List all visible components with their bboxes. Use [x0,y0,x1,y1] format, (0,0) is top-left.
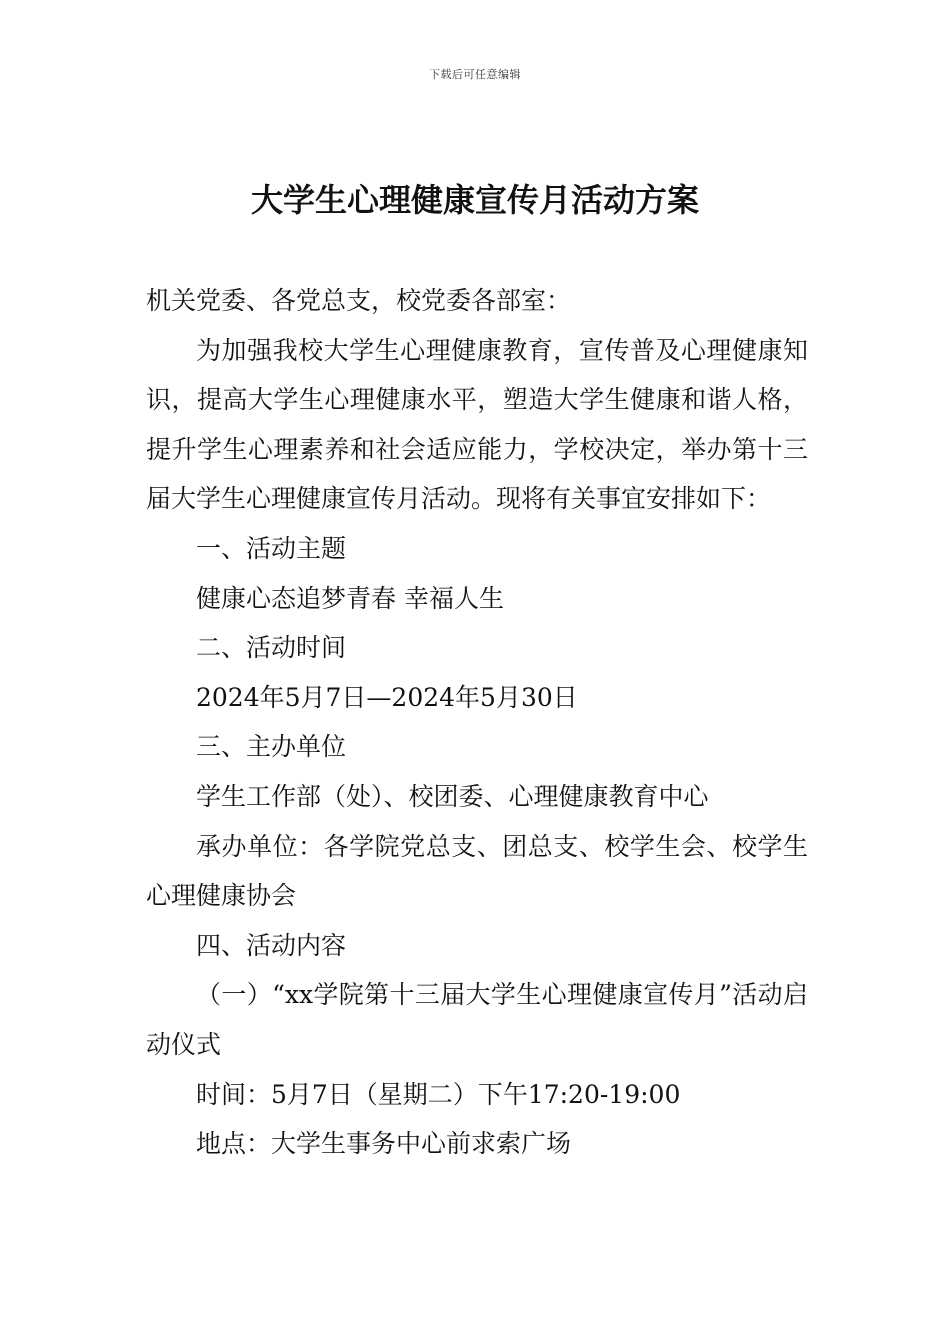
section-theme-heading: 一、活动主题 [196,533,347,563]
section-time-text: 2024年5月7日—2024年5月30日 [196,682,578,712]
content-item-1-place: 地点：大学生事务中心前求索广场 [196,1129,572,1159]
content-item-1: （一）“xx学院第十三届大学生心理健康宣传月”活动启动仪式 [146,980,808,1059]
section-organizer-text: 学生工作部（处）、校团委、心理健康教育中心 [196,781,709,811]
section-theme-text: 健康心态追梦青春 幸福人生 [196,583,504,613]
section-co-organizer-text: 承办单位：各学院党总支、团总支、校学生会、校学生心理健康协会 [146,831,808,911]
header-note: 下载后可任意编辑 [429,68,521,81]
section-time-heading: 二、活动时间 [196,633,347,663]
section-organizer-heading: 三、主办单位 [196,732,347,762]
salutation: 机关党委、各党总支，校党委各部室： [146,286,572,315]
document-title: 大学生心理健康宣传月活动方案 [250,181,699,219]
intro-paragraph: 为加强我校大学生心理健康教育，宣传普及心理健康知识，提高大学生心理健康水平，塑造大学生健康和谐人格，提升学生心理素养和社会适应能力，学校决定，举办第十三届大学生心理健康宣传月活动。现将有关事宜安排如下： [146,335,808,514]
section-content-heading: 四、活动内容 [196,930,347,960]
content-item-1-time: 时间：5月7日（星期二）下午17:20-19:00 [196,1079,681,1109]
document-body [146,276,808,1169]
